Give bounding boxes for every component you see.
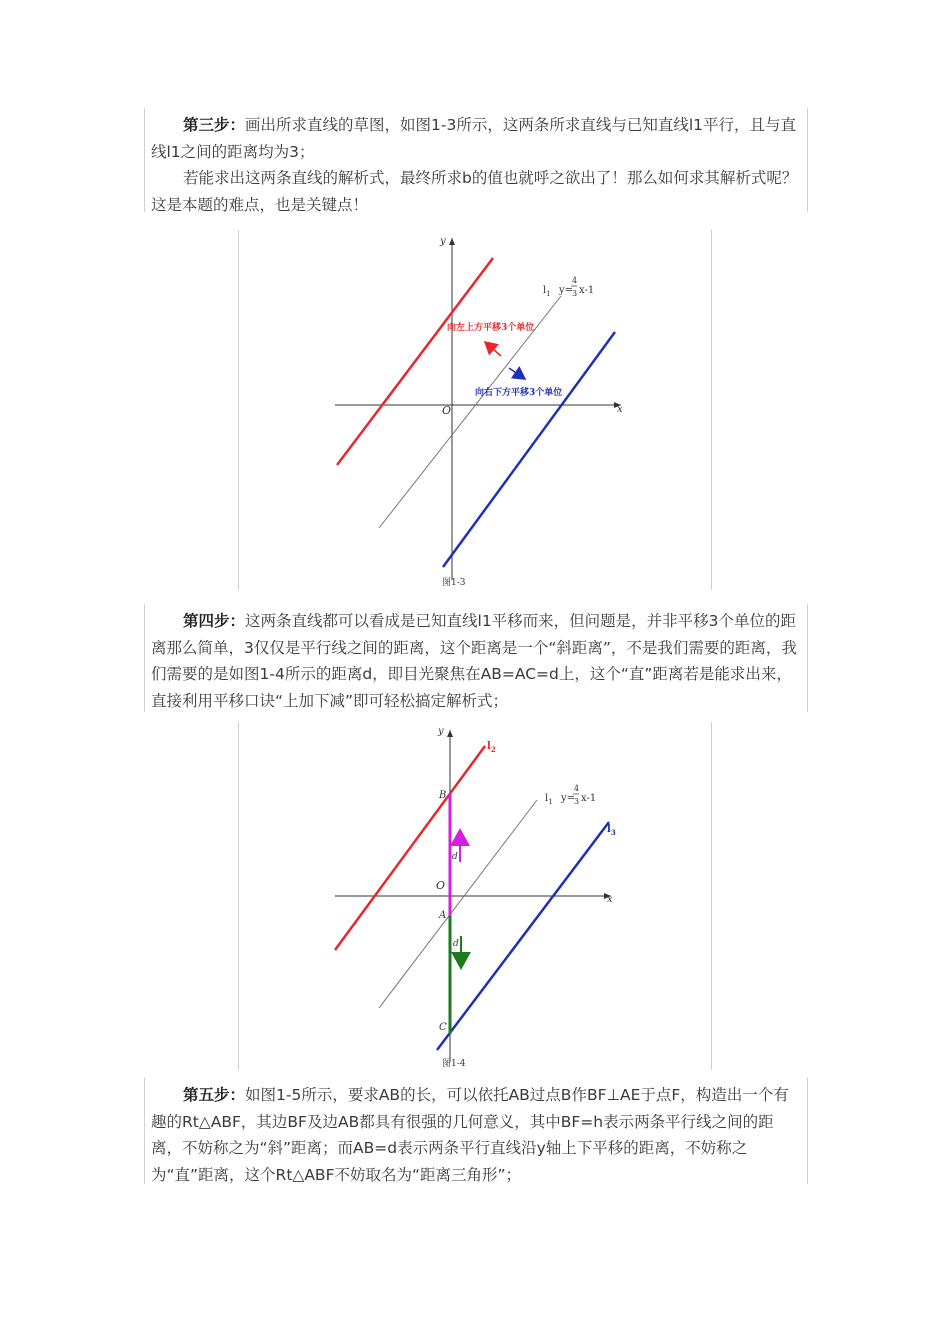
point-b-label: B — [439, 790, 447, 801]
l1-name: $l_1$ — [545, 793, 553, 806]
l2-label: $l_2$ — [487, 741, 496, 754]
figure-1-3-svg — [239, 230, 711, 588]
l1-name: $l_1$ — [543, 285, 551, 298]
step3-paragraph-1 — [151, 112, 801, 165]
d-lower-label: d — [453, 939, 459, 949]
line-l3 — [437, 822, 609, 1050]
step5-label: 第五步： — [183, 1086, 246, 1104]
down-arrow — [509, 368, 525, 379]
step3-block — [144, 108, 808, 212]
y-axis-label: y — [438, 726, 444, 737]
line-l2 — [335, 746, 485, 950]
down-arrow-label: 向右下方平移3个单位 — [475, 388, 563, 398]
step4-paragraph — [151, 608, 801, 714]
l1-equation-suffix: x-1 — [579, 285, 595, 296]
y-axis-label: y — [440, 236, 446, 247]
l1-equation-den: 3 — [572, 289, 578, 298]
figure-caption: 图1-3 — [442, 578, 466, 588]
step4-label: 第四步： — [183, 612, 246, 630]
origin-label: O — [436, 879, 446, 892]
point-c-label: C — [439, 1022, 447, 1033]
step5-paragraph — [151, 1082, 801, 1188]
step3-paragraph-2: 若能求出这两条直线的解析式，最终所求b的值也就呼之欲出了！那么如何求其解析式呢？这是本题的难点，也是关键点！ — [151, 169, 798, 214]
origin-label: O — [442, 404, 452, 417]
up-arrow-label: 向左上方平移3个单位 — [447, 323, 535, 333]
step3-text-1: 画出所求直线的草图，如图1-3所示，这两条所求直线与已知直线l1平行，且与直线l1之间的距离均为3； — [151, 116, 797, 161]
figure-caption: 图1-4 — [442, 1059, 466, 1068]
x-axis-label: x — [607, 894, 613, 905]
figure-1-4 — [238, 722, 712, 1070]
l1-equation-suffix: x-1 — [581, 793, 597, 804]
step5-block — [144, 1078, 808, 1184]
l1-equation-num: 4 — [572, 276, 578, 285]
l1-equation-prefix: y= — [561, 793, 576, 804]
x-axis-label: x — [617, 404, 623, 415]
l3-label: $l_3$ — [607, 824, 616, 837]
line-blue — [443, 332, 615, 567]
up-arrow — [485, 342, 501, 356]
line-red — [337, 258, 493, 465]
step4-block — [144, 604, 808, 712]
figure-1-4-svg — [239, 722, 711, 1068]
l1-equation-den: 3 — [574, 797, 580, 806]
figure-1-3 — [238, 230, 712, 590]
point-a-label: A — [439, 910, 447, 921]
d-upper-label: d — [452, 852, 458, 862]
step3-label: 第三步： — [183, 116, 246, 134]
step4-text: 这两条直线都可以看成是已知直线l1平移而来，但问题是，并非平移3个单位的距离那么简单，3仅仅是平行线之间的距离，这个距离是一个“斜距离”，不是我们需要的距离，我们需要的是如图1-4所示的距离d，即目光聚焦在AB=AC=d上，这个“直”距离若是能求出来，直接利用平移口诀“上加下减”即可轻松搞定解析式； — [151, 612, 797, 710]
line-l1 — [379, 800, 537, 1008]
step5-text: 如图1-5所示，要求AB的长，可以依托AB过点B作BF⊥AE于点F，构造出一个有趣的Rt△ABF，其边BF及边AB都具有很强的几何意义，其中BF=h表示两条平行线之间的距离，不妨称之为“斜”距离；而AB=d表示两条平行直线沿y轴上下平移的距离，不妨称之为“直”距离，这个Rt△ABF不妨取名为“距离三角形”； — [151, 1086, 789, 1184]
l1-equation-num: 4 — [574, 784, 580, 793]
l1-equation-prefix: y= — [559, 285, 574, 296]
